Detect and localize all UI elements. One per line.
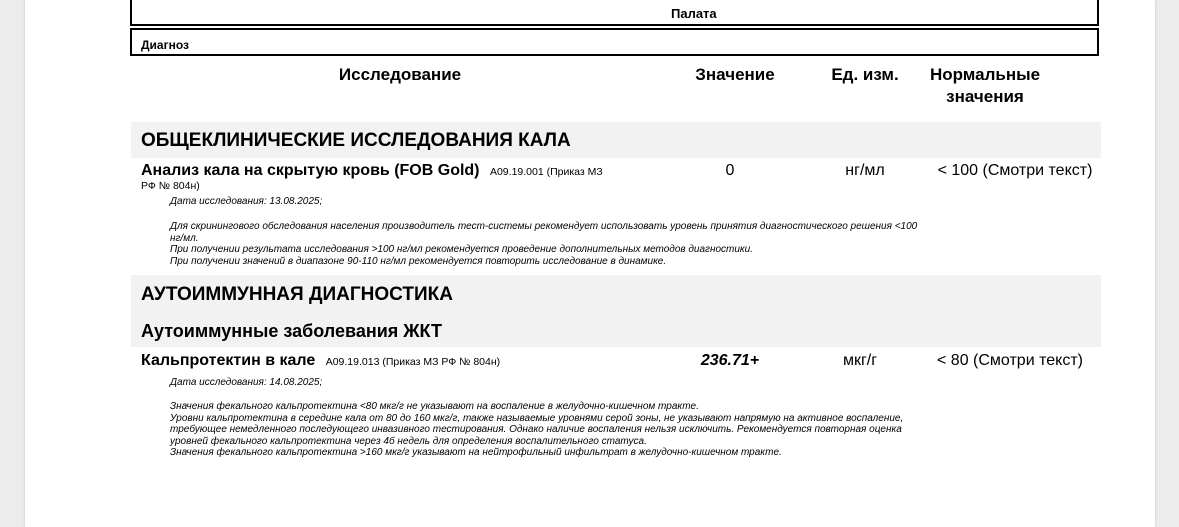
normal-calprotectin: < 80 (Смотри текст) (937, 352, 1083, 369)
value-calprotectin: 236.71+ (700, 352, 760, 369)
unit-fob: нг/мл (845, 162, 885, 179)
test-code-fob-cont: РФ № 804н) (141, 180, 200, 192)
value-fob: 0 (725, 162, 735, 179)
note-calprotectin-line: Значения фекального кальпротектина >160 мкг/г указывают на нейтрофильный инфильтрат в желудочно-кишечном тракте. (170, 447, 782, 458)
notes-calprotectin (170, 401, 1110, 459)
note-calprotectin-line: Уровни кальпротектина в середине кала от 80 до 160 мкг/г, также называемые уровнями серой зоны, не указывают напрямую на активное воспаление, (170, 412, 904, 424)
test-date-calprotectin: Дата исследования: 14.08.2025; (170, 377, 323, 388)
section-title-autoimmune: АУТОИММУННАЯ ДИАГНОСТИКА (141, 284, 453, 305)
test-row-calprotectin (141, 351, 701, 372)
diagnosis-box (130, 28, 1099, 56)
note-calprotectin-line: Значения фекального кальпротектина <80 мкг/г не указывают на воспаление в желудочно-кишечном тракте. (170, 401, 699, 412)
section-subtitle-gi: Аутоиммунные заболевания ЖКТ (141, 321, 442, 341)
note-fob-line: нг/мл. (170, 232, 199, 244)
column-header-normal (925, 64, 1045, 108)
column-header-normal-line1: Нормальные (929, 65, 1041, 84)
column-header-study: Исследование (338, 65, 462, 84)
note-calprotectin-line: требующее немедленного последующего инвазивного тестирования. Однако наличие воспаления нельзя исключить. Рекомендуется повторная оценка (170, 424, 902, 435)
ward-box (130, 0, 1099, 26)
notes-fob (170, 221, 1110, 267)
note-fob-line: При получении результата исследования >100 нг/мл рекомендуется проведение дополнительных методов диагностики. (170, 244, 753, 255)
report-page (25, 0, 1155, 527)
section-band-autoimmune (131, 275, 1101, 347)
ward-label: Палата (671, 6, 717, 21)
unit-calprotectin: мкг/г (842, 352, 878, 369)
column-header-value: Значение (695, 65, 775, 84)
note-calprotectin-line: уровней фекального кальпротектина через 4б недель для определения воспалительного статуса. (170, 435, 647, 447)
normal-fob: < 100 (Смотри текст) (937, 162, 1093, 179)
test-row-fob (141, 162, 681, 192)
diagnosis-label: Диагноз (141, 38, 189, 52)
test-name-calprotectin: Кальпротектин в кале (141, 352, 316, 369)
test-name-fob: Анализ кала на скрытую кровь (FOB Gold) (141, 162, 480, 179)
note-fob-line: При получении значений в диапазоне 90-110 нг/мл рекомендуется повторить исследование в динамике. (170, 255, 667, 267)
test-date-fob: Дата исследования: 13.08.2025; (170, 196, 323, 207)
test-code-calprotectin: A09.19.013 (Приказ МЗ РФ № 804н) (325, 356, 501, 368)
test-code-fob: A09.19.001 (Приказ МЗ (489, 166, 603, 178)
section-band-stool (131, 122, 1101, 158)
column-header-unit: Ед. изм. (831, 65, 899, 84)
note-fob-line: Для скринингового обследования населения производитель тест-системы рекомендует использовать уровень принятия диагностического решения <100 (170, 221, 918, 232)
section-title-stool: ОБЩЕКЛИНИЧЕСКИЕ ИССЛЕДОВАНИЯ КАЛА (141, 130, 571, 151)
column-header-normal-line2: значения (946, 87, 1024, 106)
